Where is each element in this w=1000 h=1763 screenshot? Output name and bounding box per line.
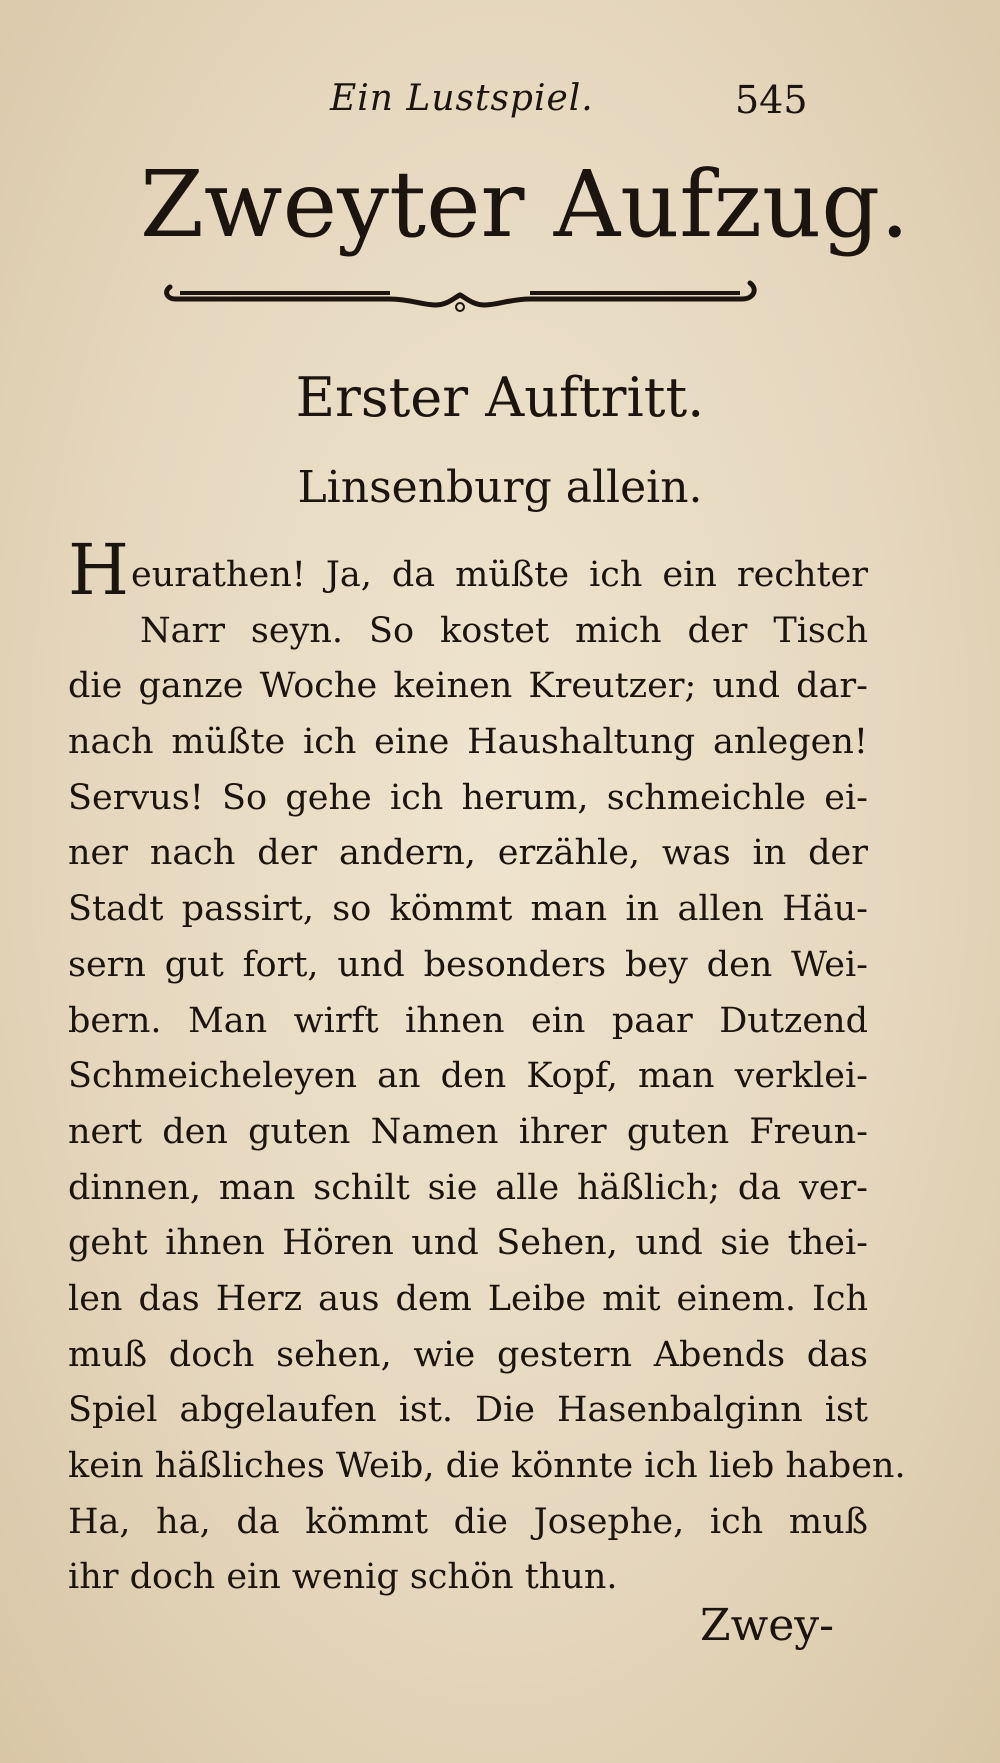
act-title: Zweyter Aufzug. bbox=[140, 151, 910, 258]
text-line: geht ihnen Hören und Sehen, und sie thei- bbox=[68, 1223, 868, 1264]
text-line: muß doch sehen, wie gestern Abends das bbox=[68, 1334, 868, 1375]
monologue-text bbox=[68, 529, 906, 1606]
text-line: Servus! So gehe ich herum, schmeichle ei- bbox=[68, 777, 868, 818]
text-line: Schmeicheleyen an den Kopf, man verklei- bbox=[68, 1056, 868, 1097]
text-line bbox=[68, 529, 868, 611]
text-line: sern gut fort, und besonders bey den Wei- bbox=[68, 944, 868, 985]
text-line: bern. Man wirft ihnen ein paar Dutzend bbox=[68, 1000, 868, 1041]
text-line: nach müßte ich eine Haushaltung anlegen! bbox=[68, 722, 868, 763]
catchword: Zwey- bbox=[700, 1600, 834, 1651]
text-line-content: eurathen! Ja, da müßte ich ein rechter bbox=[131, 555, 868, 595]
drop-capital: H bbox=[68, 529, 130, 611]
text-line: die ganze Woche keinen Kreutzer; und dar- bbox=[68, 666, 868, 707]
text-line: Narr seyn. So kostet mich der Tisch bbox=[140, 610, 868, 651]
text-line: nert den guten Namen ihrer guten Freun- bbox=[68, 1111, 868, 1152]
text-line: Ha, ha, da kömmt die Josephe, ich muß bbox=[68, 1501, 868, 1542]
text-line: len das Herz aus dem Leibe mit einem. Ich bbox=[68, 1278, 868, 1319]
running-title: Ein Lustspiel. bbox=[330, 78, 594, 119]
page-number: 545 bbox=[735, 78, 808, 122]
decorative-rule-ornament-icon bbox=[160, 275, 760, 315]
text-line: kein häßliches Weib, die könnte ich lieb haben. bbox=[68, 1446, 906, 1486]
text-line: dinnen, man schilt sie alle häßlich; da ver- bbox=[68, 1167, 868, 1208]
text-line: Stadt passirt, so kömmt man in allen Häu- bbox=[68, 889, 868, 930]
text-line: ner nach der andern, erzähle, was in der bbox=[68, 833, 868, 874]
text-line: Spiel abgelaufen ist. Die Hasenbalginn ist bbox=[68, 1390, 868, 1431]
speaker-direction: Linsenburg allein. bbox=[297, 462, 703, 513]
page-header bbox=[0, 78, 1000, 128]
text-line: ihr doch ein wenig schön thun. bbox=[68, 1557, 618, 1598]
scene-title: Erster Auftritt. bbox=[295, 366, 705, 429]
